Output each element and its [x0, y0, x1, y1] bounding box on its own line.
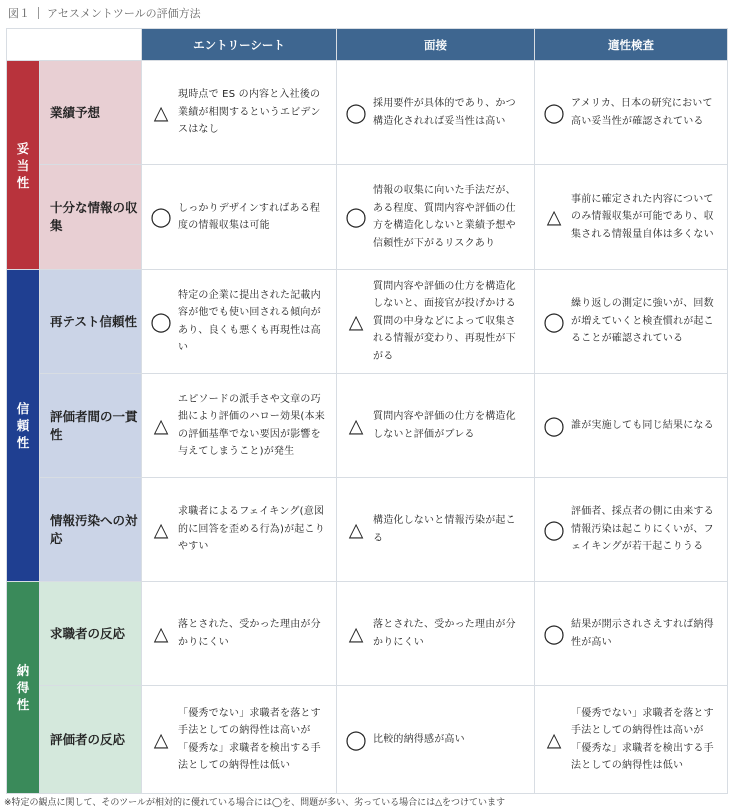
rating-mark: △ [153, 728, 169, 751]
row-label: 評価者の反応 [40, 686, 142, 794]
row-label: 十分な情報の収集 [40, 165, 142, 270]
table-row [7, 374, 728, 478]
rating-mark: △ [153, 101, 169, 124]
rating-mark: △ [546, 206, 562, 228]
cell-text: 比較的納得感が高い [373, 733, 465, 745]
cell-text: アメリカ、日本の研究において高い妥当性が確認されている [571, 98, 713, 127]
rating-mark: △ [153, 622, 169, 645]
rating-mark: △ [348, 518, 364, 541]
figure-title-text: アセスメントツールの評価方法 [47, 7, 201, 20]
row-label: 情報汚染への対応 [40, 478, 142, 582]
rating-mark: ◯ [345, 206, 367, 228]
table-row [7, 686, 728, 794]
group-validity: 妥当性 [7, 61, 40, 270]
table-row [7, 61, 728, 165]
table-cell [535, 374, 728, 478]
table-cell [535, 478, 728, 582]
cell-text: 情報の収集に向いた手法だが、ある程度、質問内容や評価の仕方を構造化しないと業績予想や信頼性が下がるリスクあり [373, 185, 516, 249]
cell-text: 誰が実施しても同じ結果になる [571, 419, 714, 431]
table-cell [142, 270, 337, 374]
table-cell [142, 582, 337, 686]
table-row [7, 478, 728, 582]
rating-mark: △ [546, 728, 562, 751]
figure-label: 図１ [8, 7, 30, 20]
table-cell [337, 165, 535, 270]
rating-mark: △ [348, 622, 364, 645]
rating-mark: ◯ [543, 414, 565, 437]
cell-text: 「優秀でない」求職者を落とす手法としての納得性は高いが「優秀な」求職者を検出する手法としての納得性は低い [571, 707, 714, 771]
table-cell [142, 478, 337, 582]
table-row [7, 165, 728, 270]
rating-mark: △ [153, 518, 169, 541]
rating-mark: ◯ [345, 728, 367, 751]
column-header-entry-sheet: エントリーシート [142, 29, 337, 61]
row-label: 評価者間の一貫性 [40, 374, 142, 478]
cell-text: 落とされた、受かった理由が分かりにくい [178, 619, 321, 648]
row-label: 業績予想 [40, 61, 142, 165]
cell-text: 事前に確定された内容についてのみ情報収集が可能であり、収集される情報量自体は多くない [571, 193, 714, 240]
cell-text: 現時点で ES の内容と入社後の業績が相関するというエビデンスはなし [178, 89, 321, 136]
table-cell [337, 270, 535, 374]
cell-text: 落とされた、受かった理由が分かりにくい [373, 619, 516, 648]
cell-text: 繰り返しの測定に強いが、回数が増えていくと検査慣れが起こることが確認されている [571, 298, 714, 345]
cell-text: 構造化しないと情報汚染が起こる [373, 515, 516, 544]
table-cell [142, 686, 337, 794]
table-cell [535, 165, 728, 270]
footnote: ※特定の観点に関して、そのツールが相対的に優れている場合には◯を、問題が多い、劣っている場合には△をつけています [4, 798, 505, 808]
rating-mark: ◯ [345, 101, 367, 124]
column-header-interview: 面接 [337, 29, 535, 61]
figure-title [8, 4, 201, 22]
table-cell [337, 61, 535, 165]
table-cell [337, 374, 535, 478]
rating-mark: △ [348, 414, 364, 437]
group-acceptance: 納得性 [7, 582, 40, 794]
rating-mark: △ [153, 414, 169, 437]
table-cell [337, 686, 535, 794]
cell-text: 評価者、採点者の側に由来する情報汚染は起こりにくいが、フェイキングが若干起こりうる [571, 506, 714, 553]
cell-text: エピソードの派手さや文章の巧拙により評価のハロー効果(本来の評価基準でない要因が影響を与えてしまうこと)が発生 [178, 393, 325, 457]
table-cell [142, 165, 337, 270]
assessment-table [6, 28, 728, 794]
cell-text: 特定の企業に提出された記載内容が他でも使い回される傾向があり、良くも悪くも再現性は高い [178, 289, 321, 353]
cell-text: しっかりデザインすればある程度の情報収集は可能 [178, 202, 321, 231]
rating-mark: ◯ [543, 622, 565, 645]
column-header-aptitude-test: 適性検査 [535, 29, 728, 61]
header-corner [7, 29, 142, 61]
row-label: 求職者の反応 [40, 582, 142, 686]
rating-mark: ◯ [543, 101, 565, 124]
title-divider [38, 7, 39, 19]
rating-mark: ◯ [150, 310, 172, 333]
row-label: 再テスト信頼性 [40, 270, 142, 374]
table-cell [337, 478, 535, 582]
rating-mark: ◯ [543, 310, 565, 333]
cell-text: 結果が開示されさえすれば納得性が高い [571, 619, 714, 648]
table-cell [142, 61, 337, 165]
cell-text: 「優秀でない」求職者を落とす手法としての納得性は高いが「優秀な」求職者を検出する手法としての納得性は低い [178, 707, 321, 771]
cell-text: 採用要件が具体的であり、かつ構造化されれば妥当性は高い [373, 98, 516, 127]
table-cell [535, 686, 728, 794]
cell-text: 求職者によるフェイキング(意図的に回答を歪める行為)が起こりやすい [178, 506, 325, 553]
table-row [7, 582, 728, 686]
group-reliability: 信頼性 [7, 270, 40, 582]
table-cell [535, 270, 728, 374]
table-cell [337, 582, 535, 686]
cell-text: 質問内容や評価の仕方を構造化しないと評価がブレる [373, 411, 516, 440]
table-cell [535, 61, 728, 165]
rating-mark: △ [348, 310, 364, 333]
table-row [7, 270, 728, 374]
table-cell [142, 374, 337, 478]
table-cell [535, 582, 728, 686]
cell-text: 質問内容や評価の仕方を構造化しないと、面接官が投げかける質問の中身などによって収集される情報が変わり、再現性が下がる [373, 280, 516, 362]
rating-mark: ◯ [150, 206, 172, 228]
rating-mark: ◯ [543, 518, 565, 541]
